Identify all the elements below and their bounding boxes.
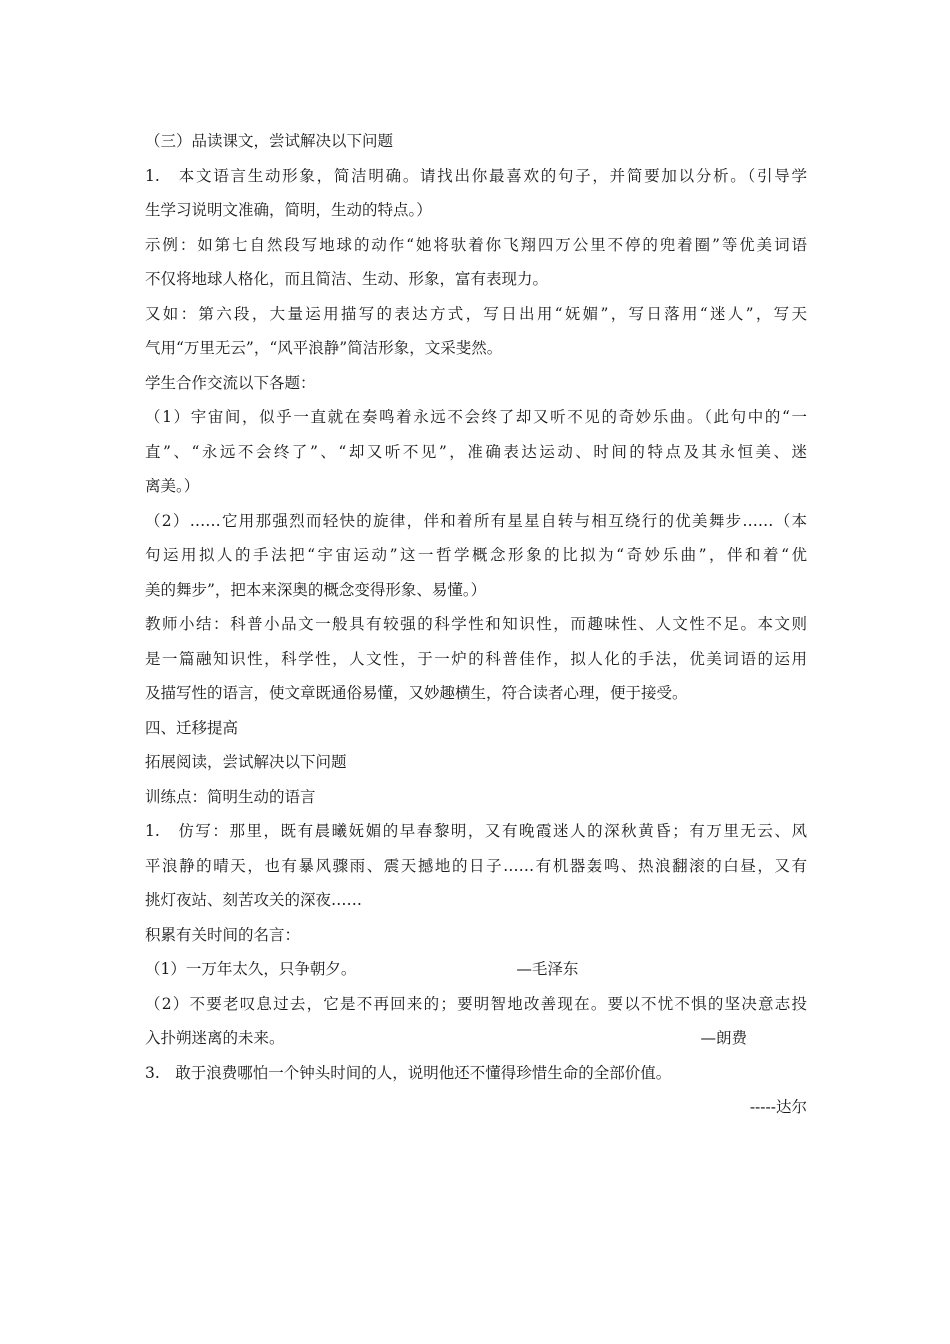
- paragraph-line: 离美。）: [145, 477, 200, 495]
- paragraph-line: 是一篇融知识性，科学性，人文性，于一炉的科普佳作，拟人化的手法，优美词语的运用: [145, 649, 807, 668]
- paragraph-line: 及描写性的语言，使文章既通俗易懂，又妙趣横生，符合读者心理，便于接受。: [145, 684, 688, 702]
- quote-3-line: 3. 敢于浪费哪怕一个钟头时间的人，说明他还不懂得珍惜生命的全部价值。: [145, 1063, 672, 1082]
- paragraph-line: 教师小结：科普小品文一般具有较强的科学性和知识性，而趣味性、人文性不足。本文则: [145, 615, 807, 633]
- section-heading-3: （三）品读课文，尝试解决以下问题: [145, 132, 394, 150]
- paragraph-line: 平浪静的晴天，也有暴风骤雨、震天撼地的日子……有机器轰鸣、热浪翻滚的白昼，又有: [145, 856, 807, 875]
- paragraph-line: 挑灯夜站、刻苦攻关的深夜……: [145, 891, 363, 909]
- paragraph-line: 1. 本文语言生动形象，简洁明确。请找出你最喜欢的句子，并简要加以分析。（引导学: [145, 166, 807, 185]
- paragraph-line: 又如：第六段，大量运用描写的表达方式，写日出用“妩媚”，写日落用“迷人”，写天: [145, 304, 807, 323]
- paragraph-line: （2）……它用那强烈而轻快的旋律，伴和着所有星星自转与相互绕行的优美舞步……（本: [145, 511, 807, 530]
- quote-2-text: 入扑朔迷离的未来。: [145, 1029, 285, 1047]
- paragraph-line: 气用“万里无云”，“风平浪静”简洁形象，文采斐然。: [145, 339, 503, 357]
- document-body: [145, 124, 807, 1125]
- quote-1: [145, 952, 807, 987]
- paragraph-line: 学生合作交流以下各题：: [145, 373, 316, 392]
- paragraph-line: 1. 仿写：那里，既有晨曦妩媚的早春黎明，又有晚霞迷人的深秋黄昏；有万里无云、风: [145, 822, 807, 840]
- quote-1-author: —毛泽东: [516, 960, 579, 978]
- quote-1-text: （1）一万年太久，只争朝夕。: [145, 960, 357, 978]
- quote-2-author: —朗费: [700, 1029, 748, 1047]
- paragraph-line: 句运用拟人的手法把“宇宙运动”这一哲学概念形象的比拟为“奇妙乐曲”，伴和着“优: [145, 546, 807, 564]
- quote-2-line-2: [145, 1021, 807, 1056]
- paragraph-line: 生学习说明文准确，简明，生动的特点。）: [145, 201, 432, 219]
- paragraph-line: 美的舞步”，把本来深奥的概念变得形象、易懂。）: [145, 580, 487, 599]
- paragraph-line: （1）宇宙间，似乎一直就在奏鸣着永远不会终了却又听不见的奇妙乐曲。（此句中的“一: [145, 408, 807, 426]
- paragraph-line: 积累有关时间的名言：: [145, 925, 301, 944]
- quote-3-author: -----达尔: [749, 1098, 807, 1116]
- paragraph-line: 不仅将地球人格化，而且简洁、生动、形象，富有表现力。: [145, 270, 549, 288]
- paragraph-line: 训练点：简明生动的语言: [145, 787, 316, 806]
- paragraph-line: 示例：如第七自然段写地球的动作“她将驮着你飞翔四万公里不停的兜着圈”等优美词语: [145, 235, 807, 254]
- paragraph-line: 拓展阅读，尝试解决以下问题: [145, 753, 347, 771]
- quote-2-line-1: （2）不要老叹息过去，它是不再回来的；要明智地改善现在。要以不忧不惧的坚决意志投: [145, 994, 807, 1013]
- paragraph-line: 直”、“永远不会终了”、“却又听不见”，准确表达运动、时间的特点及其永恒美、迷: [145, 442, 807, 461]
- section-heading-4: 四、迁移提高: [145, 718, 239, 737]
